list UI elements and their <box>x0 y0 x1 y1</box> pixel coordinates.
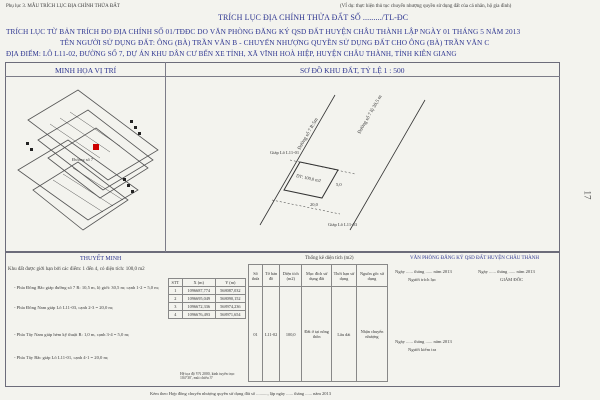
form-header-right: (VÍ dụ: thực hiện thủ tục chuyển nhượng quyền sử dụng đất của cá nhân, hộ gia đình) <box>340 4 512 9</box>
map-road-label: Đường số 7 <box>72 157 94 162</box>
boundary-item: - Phía Đông Nam giáp Lô L11-03, cạnh 2-3 = 20,0 m; <box>14 305 114 310</box>
document-title: TRÍCH LỤC ĐỊA CHÍNH THỬA ĐẤT SỐ ........./TL-ĐC <box>218 13 409 22</box>
table-header: Thời hạn sử dụng <box>331 265 356 287</box>
left-panel-title: MINH HỌA VỊ TRÍ <box>55 66 117 75</box>
description-heading: THUYẾT MINH <box>80 256 122 262</box>
road-label-right: Đường số 7 lộ 30,5 m <box>357 94 384 135</box>
land-user-line: TÊN NGƯỜI SỬ DỤNG ĐẤT: ÔNG (BÀ) TRẦN VĂN B - CHUYỂN NHƯỢNG QUYỀN SỬ DỤNG ĐẤT CHO ÔNG (BÀ) TRẦN VĂN C <box>60 38 490 47</box>
sign-right-date: Ngày ...... tháng ...... năm 2013 <box>478 269 535 274</box>
road-width-label: Đường số 7 R:5m <box>297 117 320 151</box>
table-cell: 568971,654 <box>215 311 245 319</box>
statistics-title: Thống kê diện tích (m2) <box>305 256 354 261</box>
panel-title-divider <box>5 76 560 77</box>
adjacent-lot-bottom: Giáp Lô L11-03 <box>328 222 358 227</box>
table-cell: 1096672,336 <box>182 303 215 311</box>
table-cell: 1096676,493 <box>182 311 215 319</box>
table-header: Mục đích sử dụng đất <box>302 265 331 287</box>
adjacent-lot-top: Giáp Lô L11-01 <box>270 150 300 155</box>
table-cell: 3 <box>169 303 183 311</box>
table-row <box>249 265 388 287</box>
dim-label-1: 20,0 <box>310 202 318 207</box>
table-cell: 2 <box>169 295 183 303</box>
table-row <box>169 311 246 319</box>
table-header: Tờ bản đồ <box>263 265 280 287</box>
table-cell: 4 <box>169 311 183 319</box>
sign-left-role: Người trích lục <box>408 277 437 282</box>
table-row <box>249 287 388 382</box>
table-cell: 1096695,049 <box>182 295 215 303</box>
table-header: STT <box>169 279 183 287</box>
table-cell: L11-02 <box>263 287 280 382</box>
table-cell: Lâu dài <box>331 287 356 382</box>
parcel-sketch <box>200 90 530 240</box>
table-cell: Nhận chuyển nhượng <box>356 287 387 382</box>
table-header: Y (m) <box>215 279 245 287</box>
table-row <box>169 287 246 295</box>
table-cell: Đất ở tại nông thôn <box>302 287 331 382</box>
sign-left-date-2: Ngày ...... tháng ...... năm 2013 <box>395 339 452 344</box>
table-cell: 568090,152 <box>215 295 245 303</box>
statistics-table <box>248 264 388 382</box>
table-row <box>169 303 246 311</box>
table-header: Nguồn gốc sử dụng <box>356 265 387 287</box>
location-map <box>8 80 163 250</box>
parcel-area-label: DT: 100,0 m2 <box>295 173 322 184</box>
form-header-left: Phụ lục 3. MẪU TRÍCH LỤC ĐỊA CHÍNH THỬA ĐẤT <box>6 4 120 9</box>
table-cell: 100,0 <box>280 287 302 382</box>
footer-note: Kèm theo Hợp đồng chuyển nhượng quyền sử dụng đất số .........., lập ngày ...... tháng ...... năm 2013 <box>150 391 331 396</box>
table-cell: 1 <box>169 287 183 295</box>
location-line: ĐỊA ĐIỂM: LÔ L11-02, ĐƯỜNG SỐ 7, DỰ ÁN KHU DÂN CƯ BẾN XE TỈNH, XÃ VĨNH HOÀ HIỆP, HUYỆN CHÂU THÀNH, TỈNH KIÊN GIANG <box>6 50 457 58</box>
sign-right-role: GIÁM ĐỐC <box>500 277 524 282</box>
dim-label-2: 5,0 <box>336 182 342 187</box>
table-cell: 568974,236 <box>215 303 245 311</box>
table-row <box>169 295 246 303</box>
table-header: Diện tích (m2) <box>280 265 302 287</box>
boundary-item: - Phía Đông Bắc giáp đường số 7 R: 10,5 m, lộ giới: 30,5 m; cạnh 1-2 = 5,0 m; <box>14 285 160 290</box>
page-number: 17 <box>582 190 593 200</box>
coordinate-table <box>168 278 246 319</box>
table-cell: 01 <box>249 287 263 382</box>
table-row <box>169 279 246 287</box>
sign-left-date: Ngày ...... tháng ...... năm 2013 <box>395 269 452 274</box>
office-title: VĂN PHÒNG ĐĂNG KÝ QSD ĐẤT HUYỆN CHÂU THÀNH <box>410 256 539 261</box>
table-header: X (m) <box>182 279 215 287</box>
table-header: Số thửa <box>249 265 263 287</box>
sign-left-role-2: Người kiểm tra <box>408 347 437 352</box>
parcel-marker <box>93 144 99 150</box>
table-cell: 1096687,774 <box>182 287 215 295</box>
boundary-item: - Phía Tây Nam giáp hẻm kỹ thuật R: 1,0 m, cạnh 3-4 = 5,0 m; <box>14 332 130 337</box>
extract-source-line: TRÍCH LỤC TỪ BẢN TRÍCH ĐO ĐỊA CHÍNH SỐ 01/TĐĐC DO VĂN PHÒNG ĐĂNG KÝ QSD ĐẤT HUYỆN CHÂU THÀNH LẬP NGÀY 01 THÁNG 5 NĂM 2013 <box>6 27 521 36</box>
description-line: Khu đất được giới hạn bởi các điểm: 1 đến 4, có diện tích: 100,0 m2 <box>8 267 145 272</box>
coordinate-note: Hệ tọa độ VN 2000, kinh tuyến trục 104°30', múi chiếu 3° <box>180 372 235 381</box>
boundary-item: - Phía Tây Bắc giáp Lô L11-01, cạnh 4-1 = 20,0 m; <box>14 355 109 360</box>
panel-divider <box>165 62 166 252</box>
right-panel-title: SƠ ĐỒ KHU ĐẤT, TỶ LỆ 1 : 500 <box>300 66 405 75</box>
table-cell: 568087,032 <box>215 287 245 295</box>
